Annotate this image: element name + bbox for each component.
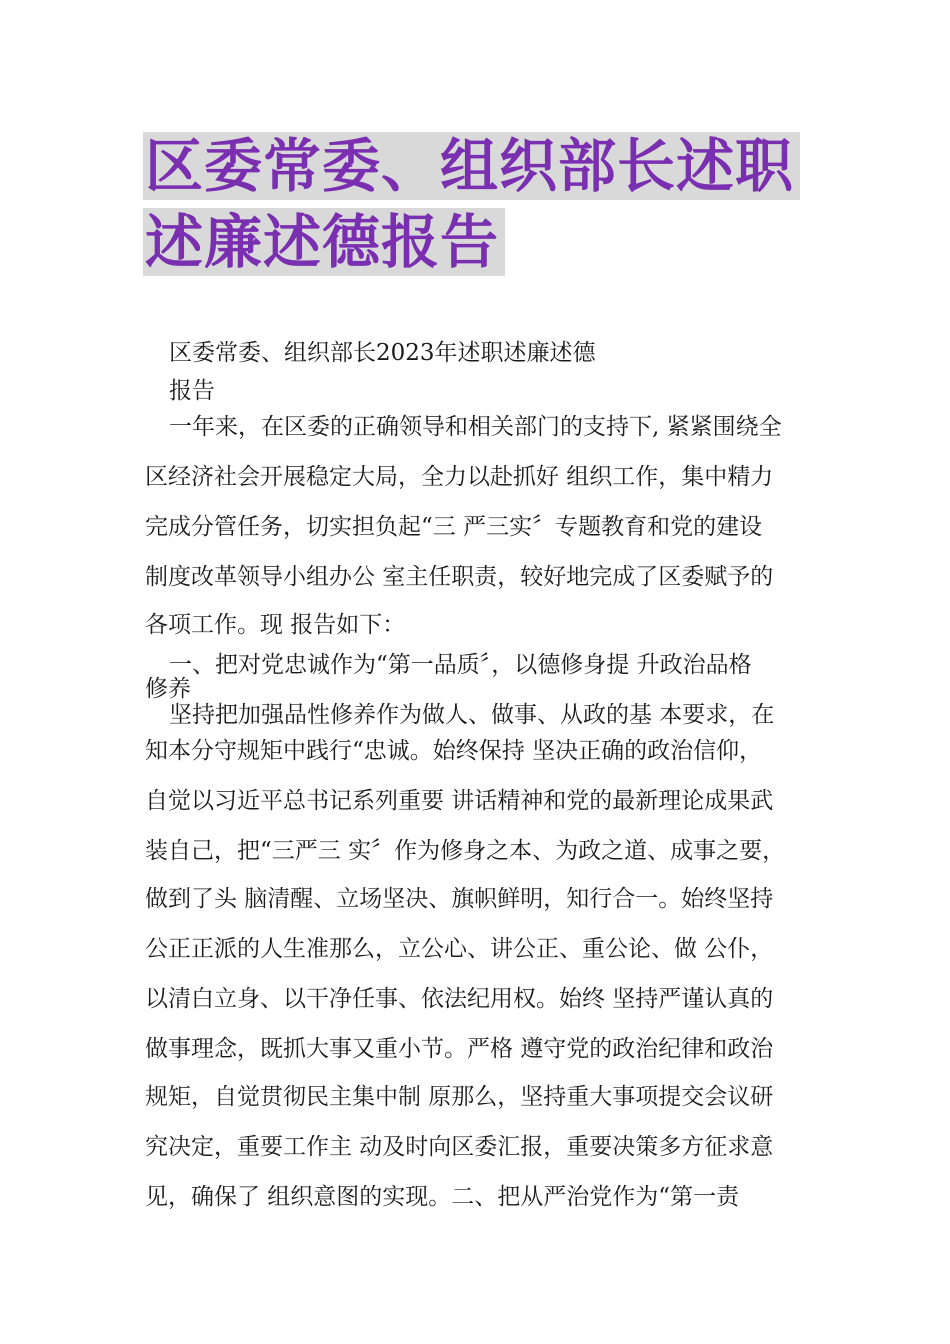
paragraph-line: 装自己，把“三严三 实〞作为修身之本、为政之道、成事之要，	[145, 838, 786, 864]
paragraph-line: 制度改革领导小组办公 室主任职责，较好地完成了区委赋予的	[145, 564, 774, 590]
paragraph-line: 究决定，重要工作主 动及时向区委汇报，重要决策多方征求意	[145, 1134, 774, 1160]
paragraph-line: 做事理念，既抓大事又重小节。严格 遵守党的政治纪律和政治	[145, 1036, 774, 1062]
paragraph-line: 各项工作。现 报告如下：	[145, 612, 406, 638]
paragraph-line: 区经济社会开展稳定大局，全力以赴抓好 组织工作，集中精力	[145, 464, 774, 490]
paragraph-line: 完成分管任务，切实担负起“三 严三实〞专题教育和党的建设	[145, 514, 763, 540]
title-line-2: 述廉述德报告	[143, 208, 505, 276]
section-heading-line: 修养	[145, 676, 191, 702]
subtitle-line-2: 报告	[169, 378, 215, 404]
paragraph-line: 一年来，在区委的正确领导和相关部门的支持下, 紧紧围绕全	[169, 414, 782, 440]
paragraph-line: 知本分守规矩中践行“忠诚。始终保持 坚决正确的政治信仰，	[145, 738, 763, 764]
subtitle-line-1: 区委常委、组织部长2023年述职述廉述德	[169, 340, 596, 366]
paragraph-line: 以清白立身、以干净任事、依法纪用权。始终 坚持严谨认真的	[145, 986, 774, 1012]
section-heading-line: 一、把对党忠诚作为“第一品质〞，以德修身提 升政治品格	[169, 652, 752, 678]
paragraph-line: 公正正派的人生准那么，立公心、讲公正、重公论、做 公仆，	[145, 936, 774, 962]
paragraph-line: 见，确保了 组织意图的实现。二、把从严治党作为“第一责	[145, 1184, 740, 1210]
document-title	[143, 132, 823, 276]
paragraph-line: 规矩，自觉贯彻民主集中制 原那么，坚持重大事项提交会议研	[145, 1084, 774, 1110]
paragraph-line: 自觉以习近平总书记系列重要 讲话精神和党的最新理论成果武	[145, 788, 774, 814]
paragraph-line: 做到了头 脑清醒、立场坚决、旗帜鲜明，知行合一。始终坚持	[145, 886, 774, 912]
title-line-1: 区委常委、组织部长述职	[143, 132, 800, 200]
paragraph-line: 坚持把加强品性修养作为做人、做事、从政的基 本要求，在	[169, 702, 775, 728]
